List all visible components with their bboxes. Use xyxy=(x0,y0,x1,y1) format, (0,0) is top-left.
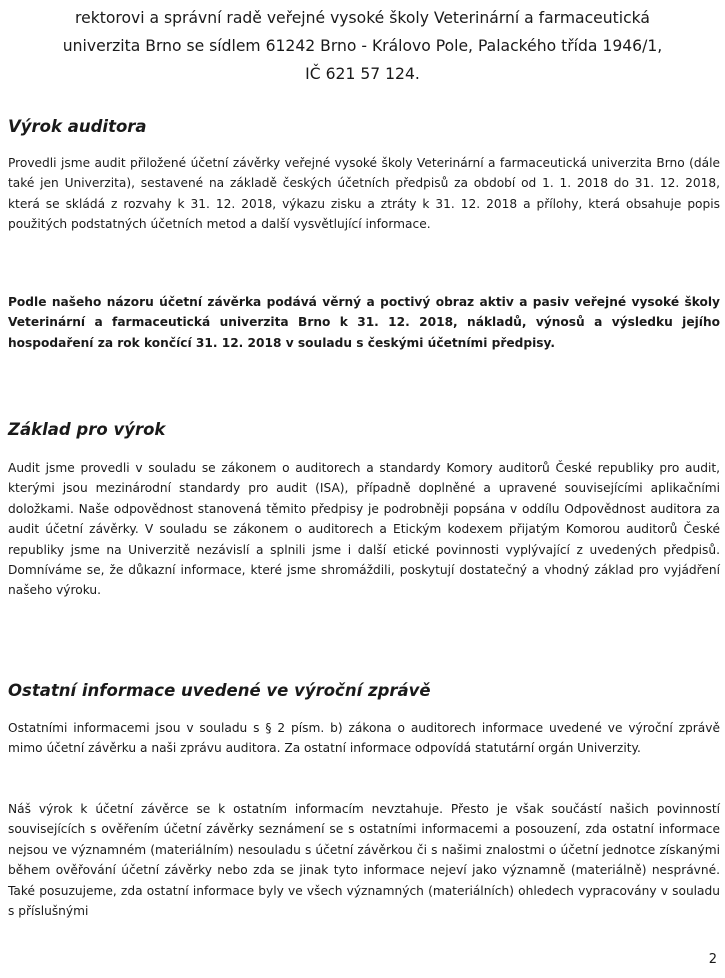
opinion-paragraph: Provedli jsme audit přiložené účetní závěrky veřejné vysoké školy Veterinární a farmaceutická univerzita Brno (dále také jen Univerzita), sestavené na základě českých účetních předpisů za období od 1. 1. 2018 do 31. 12. 2018, která se skládá z rozvahy k 31. 12. 2018, výkazu zisku a ztráty k 31. 12. 2018 a přílohy, která obsahuje popis použitých podstatných účetních metod a další vysvětlující informace. xyxy=(8,156,720,232)
addressee-line-1: rektorovi a správní radě veřejné vysoké školy Veterinární a farmaceutická xyxy=(75,9,650,27)
basis-paragraph: Audit jsme provedli v souladu se zákonem o auditorech a standardy Komory auditorů České republiky pro audit, kterými jsou mezinárodní standardy pro audit (ISA), případně doplněné a upravené souvisejícími aplikačními doložkami. Naše odpovědnost stanovená těmito předpisy je podrobněji popsána v oddílu Odpovědnost auditora za audit účetní závěrky. V souladu se zákonem o auditorech a Etickým kodexem přijatým Komorou auditorů České republiky jsme na Univerzitě nezávislí a splnili jsme i další etické povinnosti vyplývající z uvedených předpisů. Domníváme se, že důkazní informace, které jsme shromáždili, poskytují dostatečný a vhodný základ pro vyjádření našeho výroku. xyxy=(8,461,720,598)
page-number: 2 xyxy=(708,952,717,967)
other-info-paragraph-2: Náš výrok k účetní závěrce se k ostatním informacím nevztahuje. Přesto je však součástí našich povinností souvisejících s ověřením účetní závěrky seznámení se s ostatními informacemi a posouzení, zda ostatní informace nejsou ve významném (materiálním) nesouladu s účetní závěrkou či s našimi znalostmi o účetní jednotce získanými během ověřování účetní závěrky nebo zda se jinak tyto informace nejeví jako významně (materiálně) nesprávné. Také posuzujeme, zda ostatní informace byly ve všech významných (materiálních) ohledech vypracovány v souladu s příslušnými xyxy=(8,802,720,919)
addressee-line-2: univerzita Brno se sídlem 61242 Brno - Královo Pole, Palackého třída 1946/1, xyxy=(62,37,663,55)
addressee-line-3: IČ 621 57 124. xyxy=(305,65,420,83)
heading-vyrok-auditora: Výrok auditora xyxy=(8,117,147,136)
opinion-statement-paragraph: Podle našeho názoru účetní závěrka podává věrný a poctivý obraz aktiv a pasiv veřejné vysoké školy Veterinární a farmaceutická univerzita Brno k 31. 12. 2018, nákladů, výnosů a výsledku jejího hospodaření za rok končící 31. 12. 2018 v souladu s českými účetními předpisy. xyxy=(8,295,720,350)
heading-ostatni-informace: Ostatní informace uvedené ve výroční zprávě xyxy=(8,681,431,700)
addressee-block xyxy=(20,4,705,88)
other-info-paragraph-1: Ostatními informacemi jsou v souladu s § 2 písm. b) zákona o auditorech informace uvedené ve výroční zprávě mimo účetní závěrku a naši zprávu auditora. Za ostatní informace odpovídá statutární orgán Univerzity. xyxy=(8,721,720,756)
heading-zaklad-pro-vyrok: Základ pro výrok xyxy=(8,420,166,439)
